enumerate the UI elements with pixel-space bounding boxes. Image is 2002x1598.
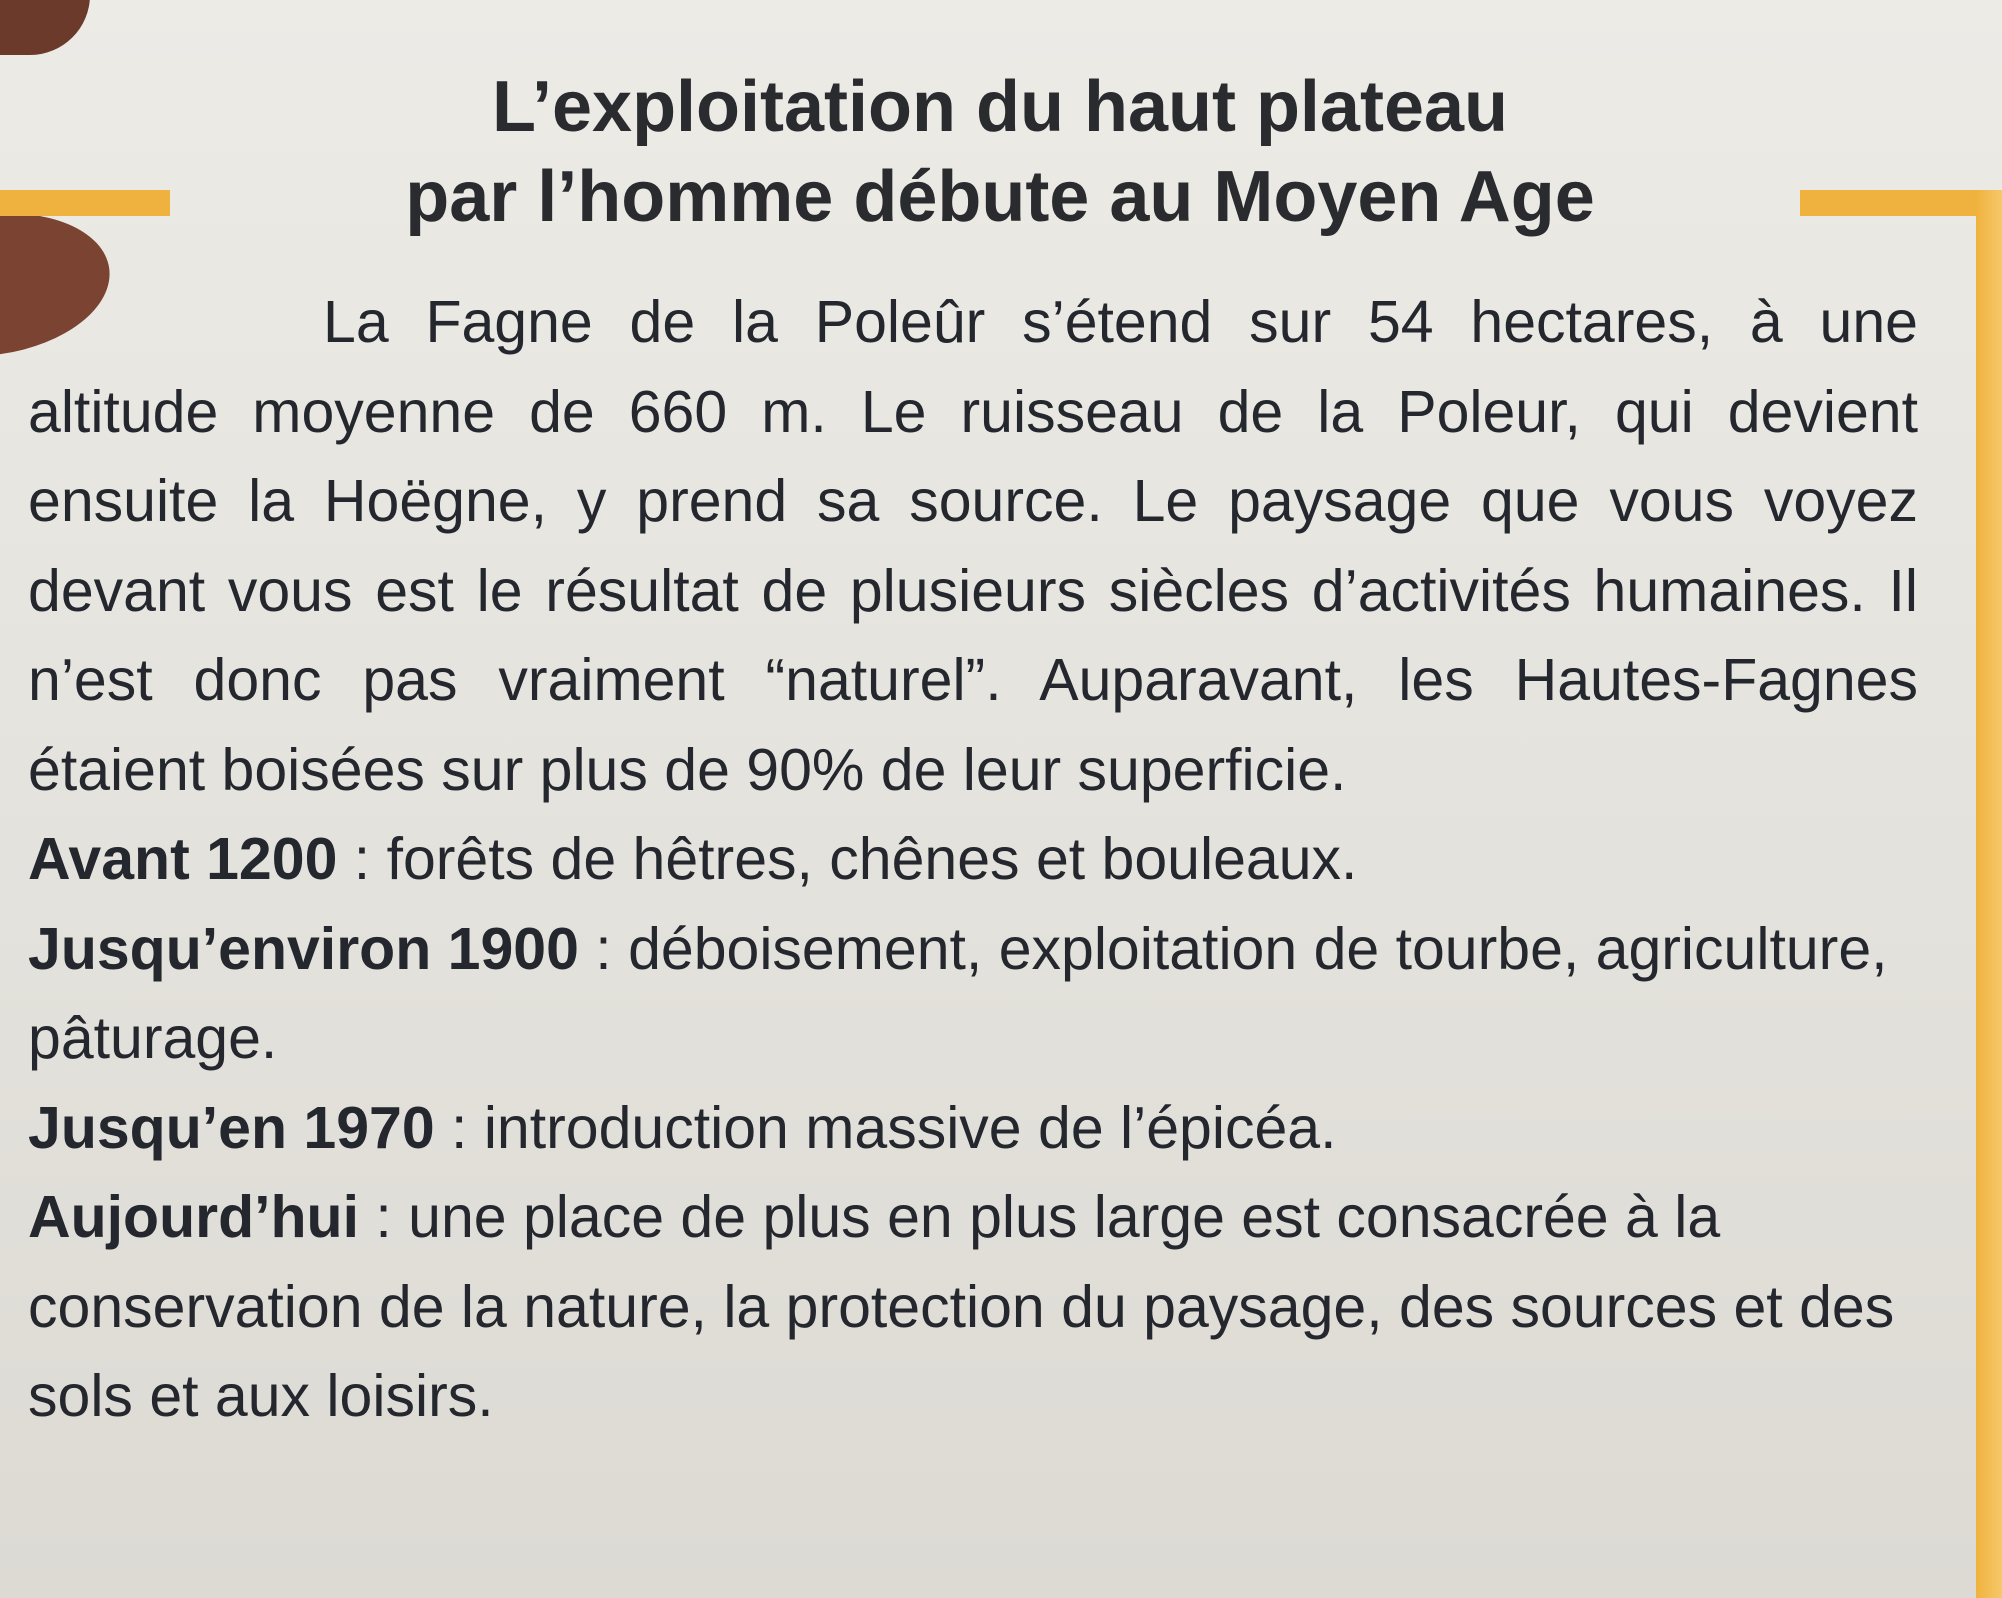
accent-border-right (1976, 190, 2002, 1598)
timeline-period: Aujourd’hui (28, 1184, 359, 1250)
panel-title (200, 62, 1800, 242)
accent-bar-right (1800, 190, 2002, 216)
title-line-2: par l’homme débute au Moyen Age (405, 157, 1595, 237)
title-line-1: L’exploitation du haut plateau (491, 67, 1509, 147)
timeline-entry (28, 815, 1918, 905)
timeline-description: : introduction massive de l’épicéa. (434, 1094, 1337, 1161)
decorative-shape (0, 0, 90, 55)
timeline-description: : forêts de hêtres, chênes et bouleaux. (337, 826, 1358, 892)
timeline-entry (28, 1084, 1918, 1174)
timeline-period: Avant 1200 (28, 826, 338, 892)
intro-paragraph: La Fagne de la Poleûr s’étend sur 54 hectares, à une altitude moyenne de 660 m. Le ruisseau de la Poleur, qui devient ensuite la Hoëgne, y prend sa source. Le paysage que vous voyez devant vous est le résultat de plusieurs siècles d’activités humaines. Il n’est donc pas vraiment “naturel”. Auparavant, les Hautes-Fagnes étaient boisées sur plus de 90% de leur superficie. (28, 289, 1918, 803)
timeline-description: : déboisement, exploitation de tourbe, agriculture, pâturage. (28, 915, 1888, 1071)
timeline-period: Jusqu’environ 1900 (28, 915, 579, 982)
timeline-entry (28, 1173, 1918, 1442)
timeline-description: : une place de plus en plus large est consacrée à la conservation de la nature, la protection du paysage, des sources et des sols et aux loisirs. (28, 1184, 1895, 1429)
timeline-period: Jusqu’en 1970 (28, 1094, 435, 1161)
panel-body (28, 278, 1918, 1442)
timeline-entry (28, 905, 1918, 1084)
accent-bar-left (0, 190, 170, 216)
